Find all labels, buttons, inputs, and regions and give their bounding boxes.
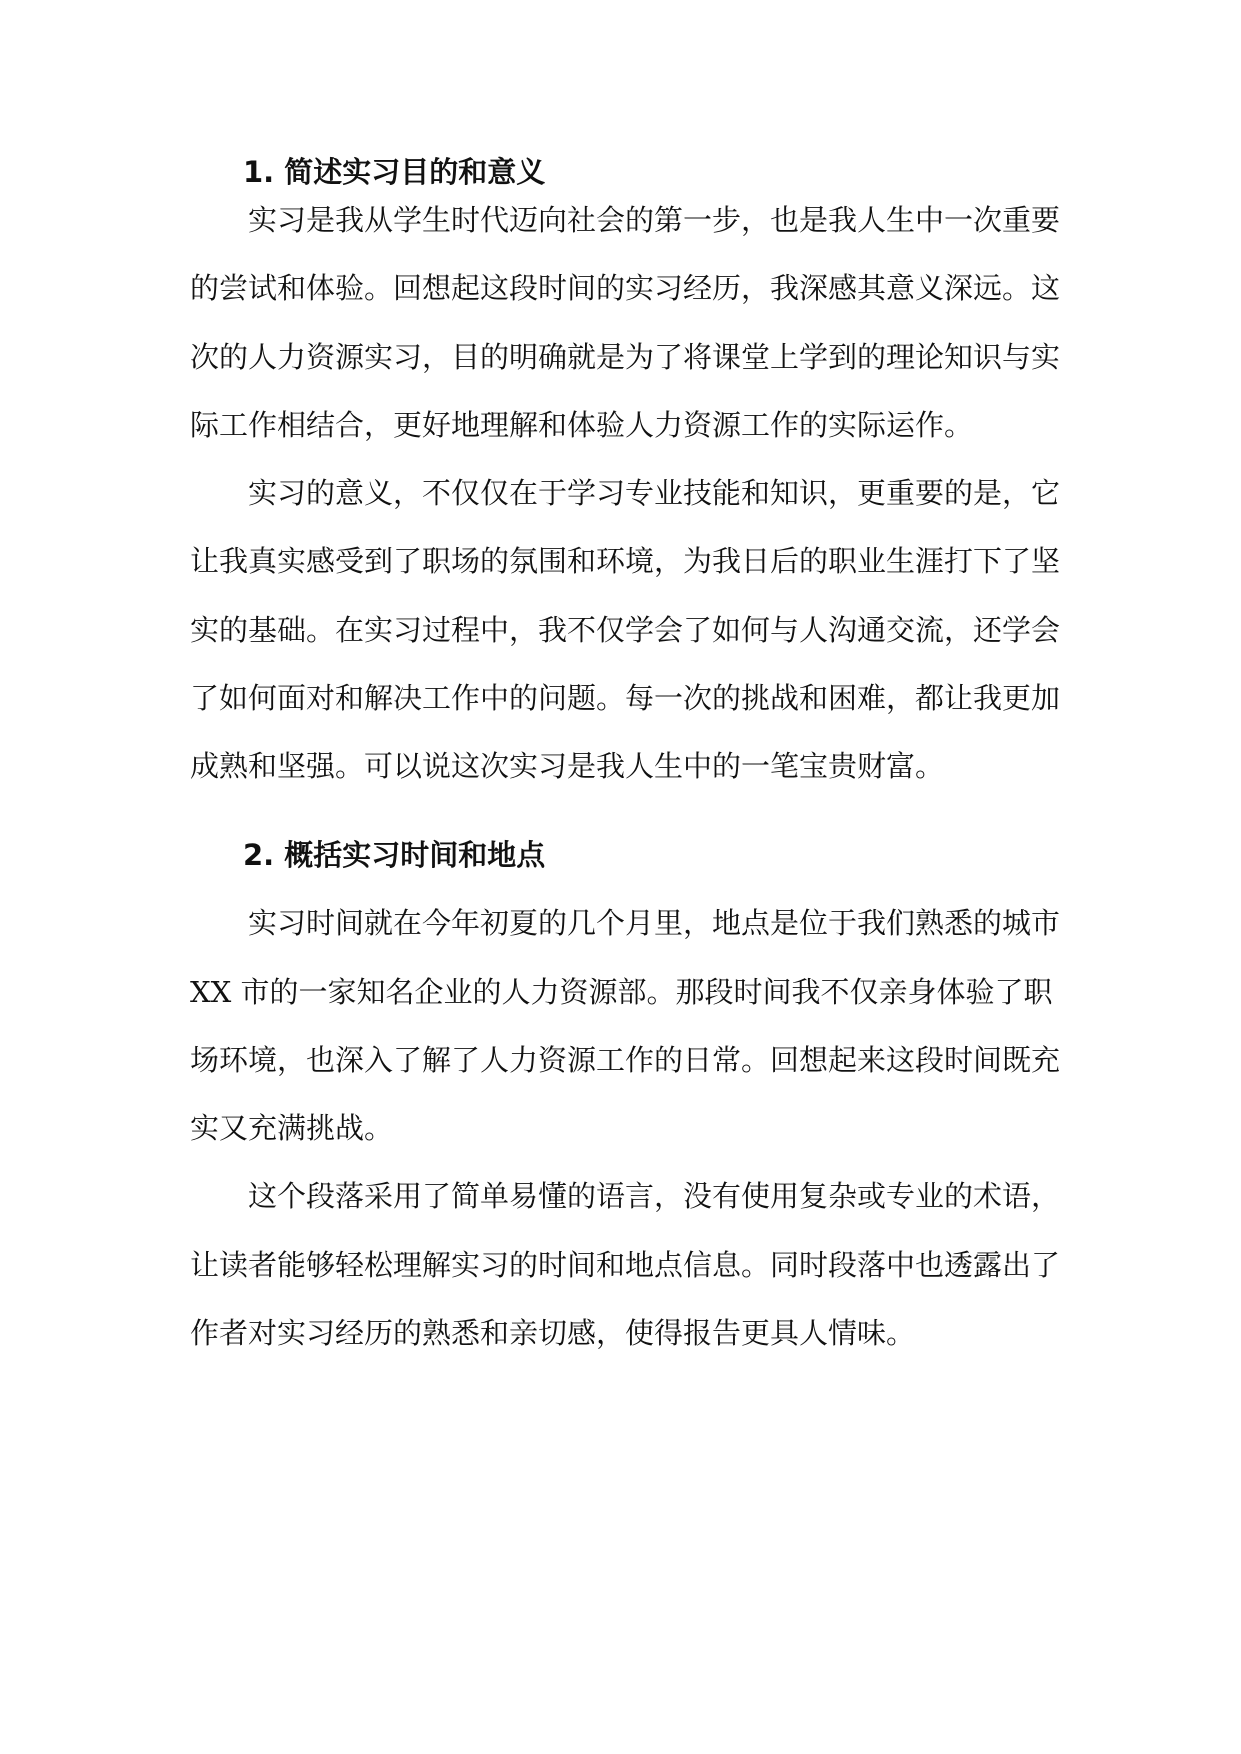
paragraph-line: 实习时间就在今年初夏的几个月里，地点是位于我们熟悉的城市	[248, 906, 1061, 940]
paragraph-line: 成熟和坚强。可以说这次实习是我人生中的一笔宝贵财富。	[190, 749, 945, 783]
paragraph-line: 让我真实感受到了职场的氛围和环境，为我日后的职业生涯打下了坚	[190, 544, 1061, 578]
paragraph-line: 际工作相结合，更好地理解和体验人力资源工作的实际运作。	[190, 408, 974, 442]
paragraph-line: 实习是我从学生时代迈向社会的第一步，也是我人生中一次重要	[248, 203, 1061, 237]
paragraph-line: 作者对实习经历的熟悉和亲切感，使得报告更具人情味。	[190, 1316, 916, 1350]
paragraph-line: 了如何面对和解决工作中的问题。每一次的挑战和困难，都让我更加	[190, 681, 1061, 715]
paragraph-line: 实习的意义，不仅仅在于学习专业技能和知识，更重要的是，它	[248, 476, 1061, 510]
paragraph-line: XX 市的一家知名企业的人力资源部。那段时间我不仅亲身体验了职	[190, 975, 1053, 1009]
paragraph-line: 这个段落采用了简单易懂的语言，没有使用复杂或专业的术语，	[248, 1179, 1061, 1213]
paragraph-line: 场环境，也深入了解了人力资源工作的日常。回想起来这段时间既充	[190, 1043, 1061, 1077]
paragraph-line: 让读者能够轻松理解实习的时间和地点信息。同时段落中也透露出了	[190, 1248, 1061, 1282]
section-heading: 2. 概括实习时间和地点	[243, 838, 546, 872]
paragraph-line: 的尝试和体验。回想起这段时间的实习经历，我深感其意义深远。这	[190, 271, 1061, 305]
paragraph-line: 次的人力资源实习，目的明确就是为了将课堂上学到的理论知识与实	[190, 340, 1061, 374]
section-heading: 1. 简述实习目的和意义	[243, 155, 546, 189]
paragraph-line: 实的基础。在实习过程中，我不仅学会了如何与人沟通交流，还学会	[190, 613, 1061, 647]
paragraph-line: 实又充满挑战。	[190, 1111, 394, 1145]
